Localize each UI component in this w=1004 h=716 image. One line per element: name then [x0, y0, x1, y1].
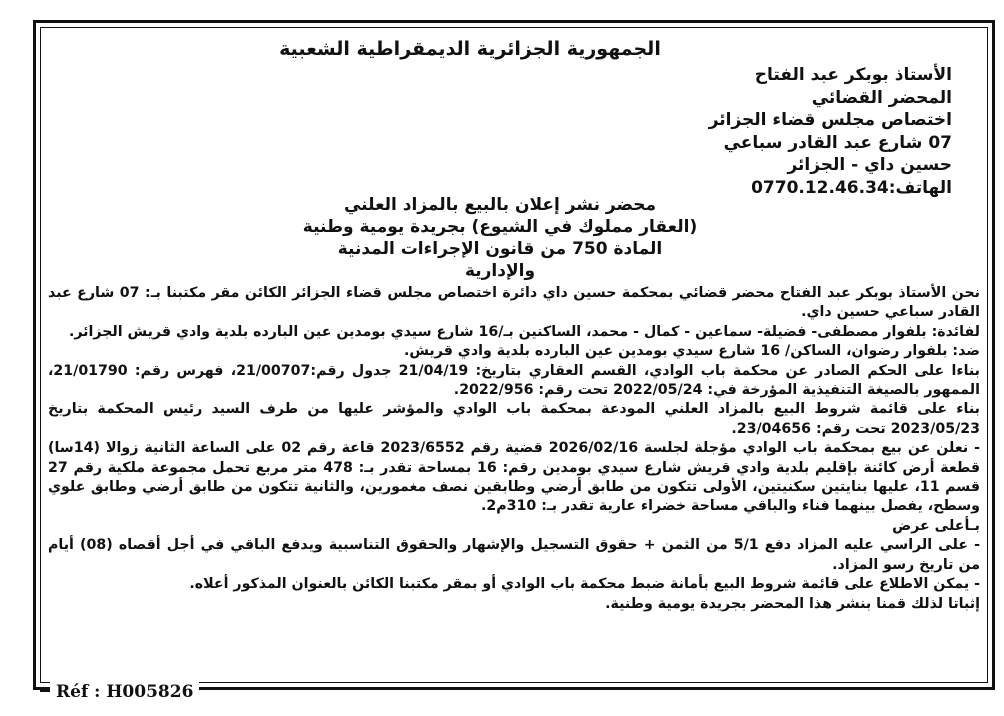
notice-body: [48, 284, 980, 614]
reference-number: Réf : H005826: [50, 681, 199, 703]
body-paragraph-against: ضد: بلفوار رضوان، الساكن/ 16 شارع سيدي بومدين عين البارده بلدية وادي قريش.: [403, 343, 980, 360]
body-paragraph-sale: - نعلن عن بيع بمحكمة باب الوادي مؤجلة لجلسة 2026/02/16 قضية رقم 2023/6552 قاعة رقم 02 على الساعة الثانية زوالا (14سا) قطعة أرض كائنة بإقليم بلدية وادي قريش شارع سيدي بومدين رقم: 16 بمساحة تقدر بـ: 478 متر مربع تحمل مجموعة ملكية رقم 27 قسم 11، عليها بنايتين سكنيتين، الأولى تتكون من طابق أرضي وطابقين نصف مغمورين، والثانية تتكون من طابق أرضي وطابق علوي وسطح، يفصل بينهما فناء والباقي مساحة خضراء عارية تقدر بـ: 310م2.: [48, 440, 980, 515]
title-line-1: محضر نشر إعلان بالبيع بالمزاد العلني: [343, 195, 656, 215]
body-paragraph-highest-bid: بـأعلى عرض: [892, 517, 980, 534]
body-paragraph-conditions: بناء على قائمة شروط البيع بالمزاد العلني المودعة بمحكمة باب الوادي والمؤشر عليها من طرف السيد رئيس المحكمة بتاريخ 2023/05/23 تحت رقم: 23/04656.: [48, 401, 980, 437]
body-paragraph-payment: - على الراسي عليه المزاد دفع 5/1 من الثمن + حقوق التسجيل والإشهار والحقوق التناسبية ويدفع الباقي في أجل أقصاه (08) أيام من تاريخ رسو المزاد.: [48, 537, 980, 573]
bailiff-city: حسين داي - الجزائر: [787, 155, 952, 175]
bailiff-title: المحضر القضائي: [811, 87, 952, 108]
phone-label: الهاتف:: [888, 177, 952, 198]
body-paragraph-judgment: بناءا على الحكم الصادر عن محكمة باب الوادي، القسم العقاري بتاريخ: 21/04/19 جدول رقم:21/00707، فهرس رقم: 21/01790، الممهور بالصيغة التنفيذية المؤرخة في: 2022/05/24 تحت رقم: 2022/956.: [48, 362, 981, 399]
bailiff-name: الأستاذ بوبكر عبد الفتاح: [754, 65, 952, 85]
body-paragraph-consult: - يمكن الاطلاع على قائمة شروط البيع بأمانة ضبط محكمة باب الوادي أو بمقر مكتبنا الكائن بالعنوان المذكور أعلاه.: [189, 576, 980, 593]
body-paragraph-beneficiary: لفائدة: بلفوار مصطفى- فضيلة- سماعين - كمال - محمد، الساكنين بـ/16 شارع سيدي بومدين عين البارده بلدية وادي قريش الجزائر.: [68, 323, 980, 340]
title-line-3: المادة 750 من قانون الإجراءات المدنية والإدارية: [337, 239, 663, 281]
bailiff-jurisdiction: اختصاص مجلس قضاء الجزائر: [708, 110, 952, 130]
republic-heading: الجمهورية الجزائرية الديمقراطية الشعبية: [279, 38, 661, 60]
title-line-2: (العقار مملوك في الشيوع) بجريدة يومية وطنية: [302, 217, 698, 237]
phone-number: 0770.12.46.34: [751, 177, 889, 198]
body-paragraph-proof: إثباتا لذلك قمنا بنشر هذا المحضر بجريدة يومية وطنية.: [605, 595, 980, 612]
notice-title: [300, 194, 700, 282]
bailiff-header: [632, 64, 952, 199]
body-paragraph-intro: نحن الأستاذ بوبكر عبد الفتاح محضر قضائي بمحكمة حسين داي دائرة اختصاص مجلس قضاء الجزائر الكائن مقر مكتبنا بـ: 07 شارع عبد القادر سباعي حسين داي.: [48, 285, 980, 321]
bailiff-street: 07 شارع عبد القادر سباعي: [723, 132, 952, 153]
